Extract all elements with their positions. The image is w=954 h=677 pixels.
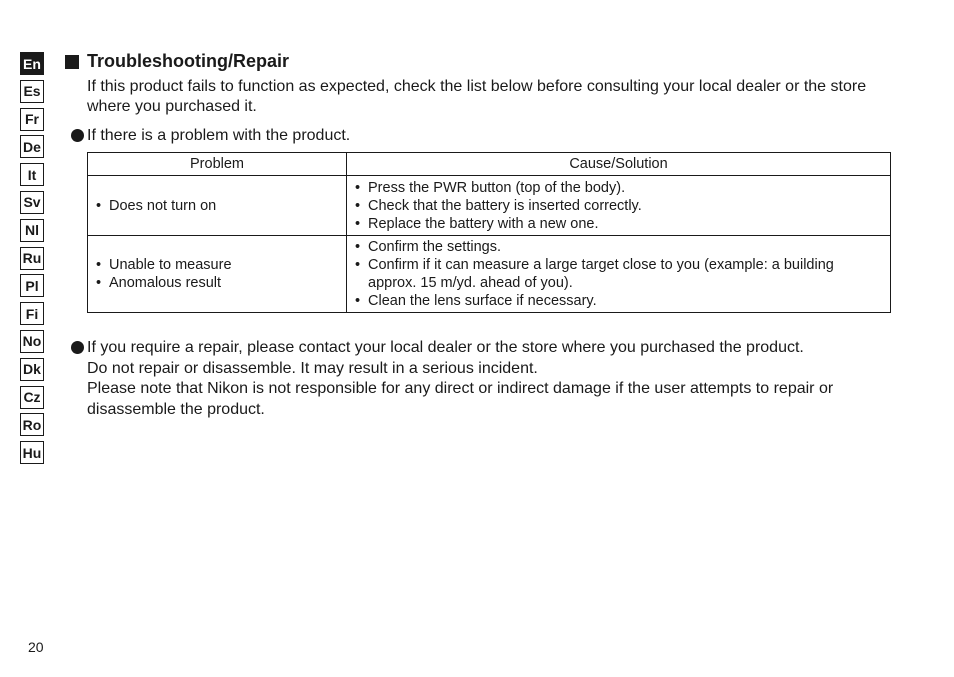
section-title — [65, 51, 289, 72]
solution-text: Clean the lens surface if necessary. — [368, 293, 597, 309]
lang-tab-ro[interactable]: Ro — [20, 413, 44, 436]
lang-tab-no[interactable]: No — [20, 330, 44, 353]
circle-bullet-icon — [71, 129, 84, 142]
list-item: • Replace the battery with a new one. — [355, 215, 599, 232]
lang-tab-es[interactable]: Es — [20, 80, 44, 103]
problem-text: Does not turn on — [109, 197, 217, 214]
problem-cell — [88, 236, 347, 313]
problem-cell — [88, 176, 347, 236]
problem-heading — [71, 126, 350, 146]
repair-bullet — [71, 338, 87, 354]
header-cause-solution: Cause/Solution — [347, 153, 891, 176]
lang-tab-de[interactable]: De — [20, 135, 44, 158]
lang-tab-pl[interactable]: Pl — [20, 274, 44, 297]
lang-tab-fr[interactable]: Fr — [20, 108, 44, 131]
list-item: • Anomalous result — [96, 275, 222, 291]
lang-tab-cz[interactable]: Cz — [20, 386, 44, 409]
table-header-row — [88, 153, 891, 176]
circle-bullet-icon — [71, 341, 84, 354]
problem-text: Unable to measure — [109, 257, 232, 273]
solution-text: Replace the battery with a new one. — [368, 215, 599, 232]
lang-tab-ru[interactable]: Ru — [20, 247, 44, 270]
list-item: • Clean the lens surface if necessary. — [355, 293, 597, 309]
lang-tab-sv[interactable]: Sv — [20, 191, 44, 214]
solution-text: Check that the battery is inserted correctly. — [368, 197, 642, 214]
repair-paragraph — [87, 338, 897, 420]
language-tabs — [20, 52, 44, 469]
list-item: • Check that the battery is inserted correctly. — [355, 197, 642, 214]
table-row — [88, 176, 891, 236]
repair-line-2: Do not repair or disassemble. It may result in a serious incident. — [87, 359, 538, 377]
solution-cell — [347, 176, 891, 236]
solution-text: Confirm if it can measure a large target close to you (example: a building approx. 15 m/yd. ahead of you). — [368, 257, 834, 291]
problem-text: Anomalous result — [109, 275, 222, 291]
lang-tab-it[interactable]: It — [20, 163, 44, 186]
solution-text: Confirm the settings. — [368, 239, 501, 255]
list-item: • Press the PWR button (top of the body). — [355, 179, 626, 196]
list-item: • Confirm if it can measure a large target close to you (example: a building approx. 15 m/yd. ahead of you). — [355, 256, 882, 292]
square-bullet-icon — [65, 55, 79, 69]
repair-line-3: Please note that Nikon is not responsible for any direct or indirect damage if the user attempts to repair or disassemble the product. — [87, 380, 834, 418]
header-problem: Problem — [88, 153, 347, 176]
solution-text: Press the PWR button (top of the body). — [368, 179, 626, 196]
list-item: • Unable to measure — [96, 257, 232, 273]
problem-heading-text: If there is a problem with the product. — [87, 127, 351, 144]
lang-tab-nl[interactable]: Nl — [20, 219, 44, 242]
lang-tab-fi[interactable]: Fi — [20, 302, 44, 325]
lang-tab-dk[interactable]: Dk — [20, 358, 44, 381]
solution-cell — [347, 236, 891, 313]
list-item: • Does not turn on — [96, 197, 217, 214]
table-row — [88, 236, 891, 313]
lang-tab-en[interactable]: En — [20, 52, 44, 75]
section-title-text: Troubleshooting/Repair — [87, 51, 290, 71]
troubleshooting-table — [87, 152, 891, 313]
lang-tab-hu[interactable]: Hu — [20, 441, 44, 464]
repair-line-1: If you require a repair, please contact your local dealer or the store where you purchased the product. — [87, 339, 804, 356]
list-item: • Confirm the settings. — [355, 239, 501, 255]
page-number: 20 — [28, 639, 44, 655]
intro-paragraph: If this product fails to function as expected, check the list below before consulting your local dealer or the store where you purchased it. — [87, 78, 867, 115]
